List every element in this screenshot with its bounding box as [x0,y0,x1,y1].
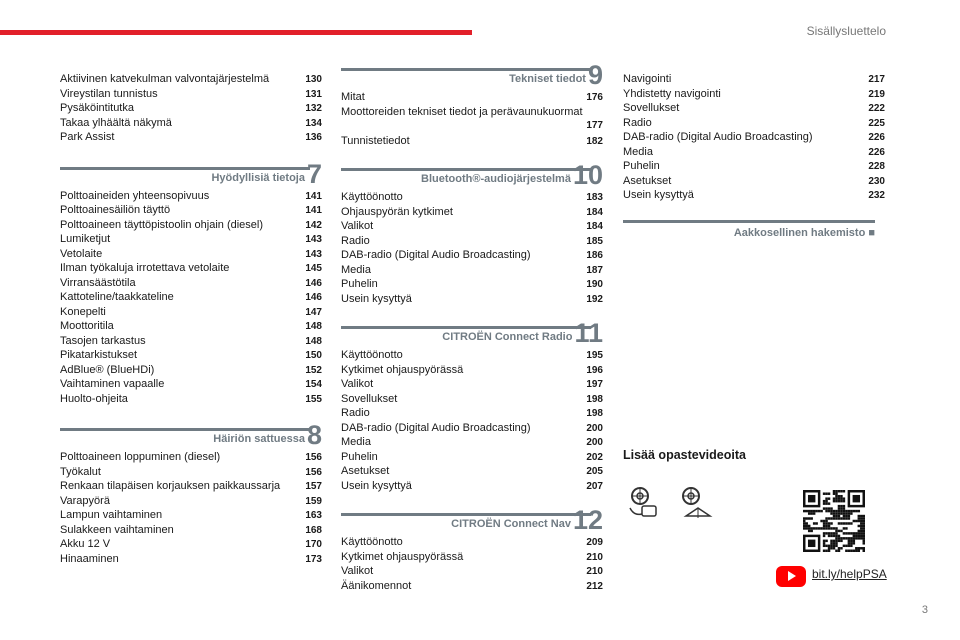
toc-entry[interactable]: Usein kysyttyä 207 [341,479,603,492]
toc-column-3 [623,72,885,203]
toc-entry[interactable]: Puhelin 190 [341,278,603,290]
toc-entry[interactable]: Puhelin 202 [341,450,603,463]
toc-entry[interactable]: Vaihtaminen vapaalle 154 [60,378,322,390]
toc-entry[interactable]: Puhelin 228 [623,160,885,172]
page-number: 3 [921,604,928,616]
toc-entry[interactable]: Moottoritila 148 [60,320,322,332]
tire-repair-icon[interactable] [626,486,660,522]
toc-entry[interactable]: Virransäästötila 146 [60,276,322,289]
toc-entry[interactable]: Käyttöönotto 195 [341,349,603,361]
toc-entry[interactable]: Valikot 197 [341,378,603,390]
toc-entry[interactable]: Vireystilan tunnistus 131 [60,87,322,100]
toc-entry[interactable]: Tunnistetiedot 182 [341,134,603,147]
toc-entry[interactable]: Konepelti 147 [60,305,322,318]
section-header-9: Tekniset tiedot 9 [341,64,603,88]
toc-entry[interactable]: Asetukset 230 [623,174,885,187]
toc-entry[interactable]: Työkalut 156 [60,465,322,478]
section-header-10: Bluetooth®-audiojärjestelmä 10 [341,164,603,188]
toc-entry[interactable]: Kytkimet ohjauspyörässä 196 [341,363,603,376]
toc-entry[interactable]: Radio 198 [341,407,603,419]
toc-entry[interactable]: Sovellukset 198 [341,392,603,405]
video-link[interactable]: bit.ly/helpPSA [812,567,887,581]
toc-entry[interactable]: Polttoainesäiliön täyttö 141 [60,204,322,216]
toc-entry[interactable]: Radio 225 [623,116,885,129]
toc-entry[interactable]: Sulakkeen vaihtaminen 168 [60,523,322,536]
section-header-7: Hyödyllisiä tietoja 7 [60,163,322,187]
toc-entry[interactable]: Yhdistetty navigointi 219 [623,87,885,100]
toc-entry[interactable]: Käyttöönotto 183 [341,191,603,203]
toc-entry[interactable]: Radio 185 [341,234,603,247]
toc-entry[interactable]: Pikatarkistukset 150 [60,349,322,361]
youtube-icon[interactable] [776,566,806,587]
toc-entry[interactable]: Tasojen tarkastus 148 [60,334,322,347]
toc-entry[interactable]: Media 226 [623,145,885,158]
top-accent-bar [0,30,472,35]
toc-entry[interactable]: Park Assist 136 [60,131,322,143]
toc-entry[interactable]: Lampun vaihtaminen 163 [60,509,322,521]
toc-entry[interactable]: Kattoteline/taakkateline 146 [60,291,322,303]
section-header-11: CITROËN Connect Radio 11 [341,322,603,346]
toc-entry[interactable]: DAB-radio (Digital Audio Broadcasting) 226 [623,131,885,143]
toc-entry[interactable]: Renkaan tilapäisen korjauksen paikkaussarja 157 [60,480,322,492]
toc-entry[interactable]: Usein kysyttyä 192 [341,292,603,305]
toc-entry[interactable]: Asetukset 205 [341,465,603,477]
toc-entry[interactable]: Polttoaineiden yhteensopivuus 141 [60,189,322,202]
toc-column-1 [60,72,322,566]
toc-entry[interactable]: Ohjauspyörän kytkimet 184 [341,205,603,218]
toc-entry[interactable]: Käyttöönotto 209 [341,536,603,548]
toc-entry[interactable]: Takaa ylhäältä näkymä 134 [60,116,322,129]
toc-entry[interactable]: Usein kysyttyä 232 [623,189,885,201]
toc-entry[interactable]: Moottoreiden tekniset tiedot ja perävaunukuormat 177 [341,105,603,131]
toc-entry[interactable]: Navigointi 217 [623,73,885,85]
section-header-8: Häiriön sattuessa 8 [60,424,322,448]
toc-entry[interactable]: Äänikomennot 212 [341,579,603,592]
toc-entry[interactable]: AdBlue® (BlueHDi) 152 [60,363,322,376]
toc-entry[interactable]: Kytkimet ohjauspyörässä 210 [341,550,603,563]
alphabetical-index-header[interactable]: Aakkosellinen hakemisto ■ [623,220,875,239]
toc-entry[interactable]: DAB-radio (Digital Audio Broadcasting) 200 [341,421,603,434]
toc-entry[interactable]: Mitat 176 [341,91,603,103]
section-header-12: CITROËN Connect Nav 12 [341,509,603,533]
toc-entry[interactable]: Varapyörä 159 [60,494,322,507]
toc-entry[interactable]: Lumiketjut 143 [60,233,322,245]
toc-entry[interactable]: Aktiivinen katvekulman valvontajärjestelmä 130 [60,73,322,85]
toc-entry[interactable]: Media 200 [341,436,603,448]
toc-entry[interactable]: Vetolaite 143 [60,247,322,260]
toc-column-2 [341,60,603,593]
video-section-title: Lisää opastevideoita [623,448,746,462]
page-header-title: Sisällysluettelo [806,24,886,38]
toc-entry[interactable]: Valikot 184 [341,220,603,232]
toc-entry[interactable]: Valikot 210 [341,565,603,577]
toc-entry[interactable]: DAB-radio (Digital Audio Broadcasting) 186 [341,249,603,261]
toc-entry[interactable]: Polttoaineen loppuminen (diesel) 156 [60,451,322,463]
wheel-change-icon[interactable] [680,486,714,522]
toc-entry[interactable]: Pysäköintitutka 132 [60,102,322,114]
qr-code[interactable] [803,490,865,552]
toc-entry[interactable]: Ilman työkaluja irrotettava vetolaite 145 [60,262,322,274]
toc-entry[interactable]: Akku 12 V 170 [60,538,322,550]
toc-entry[interactable]: Polttoaineen täyttöpistoolin ohjain (diesel) 142 [60,218,322,231]
toc-entry[interactable]: Media 187 [341,263,603,276]
toc-entry[interactable]: Hinaaminen 173 [60,552,322,565]
toc-entry[interactable]: Huolto-ohjeita 155 [60,392,322,405]
toc-entry[interactable]: Sovellukset 222 [623,102,885,114]
